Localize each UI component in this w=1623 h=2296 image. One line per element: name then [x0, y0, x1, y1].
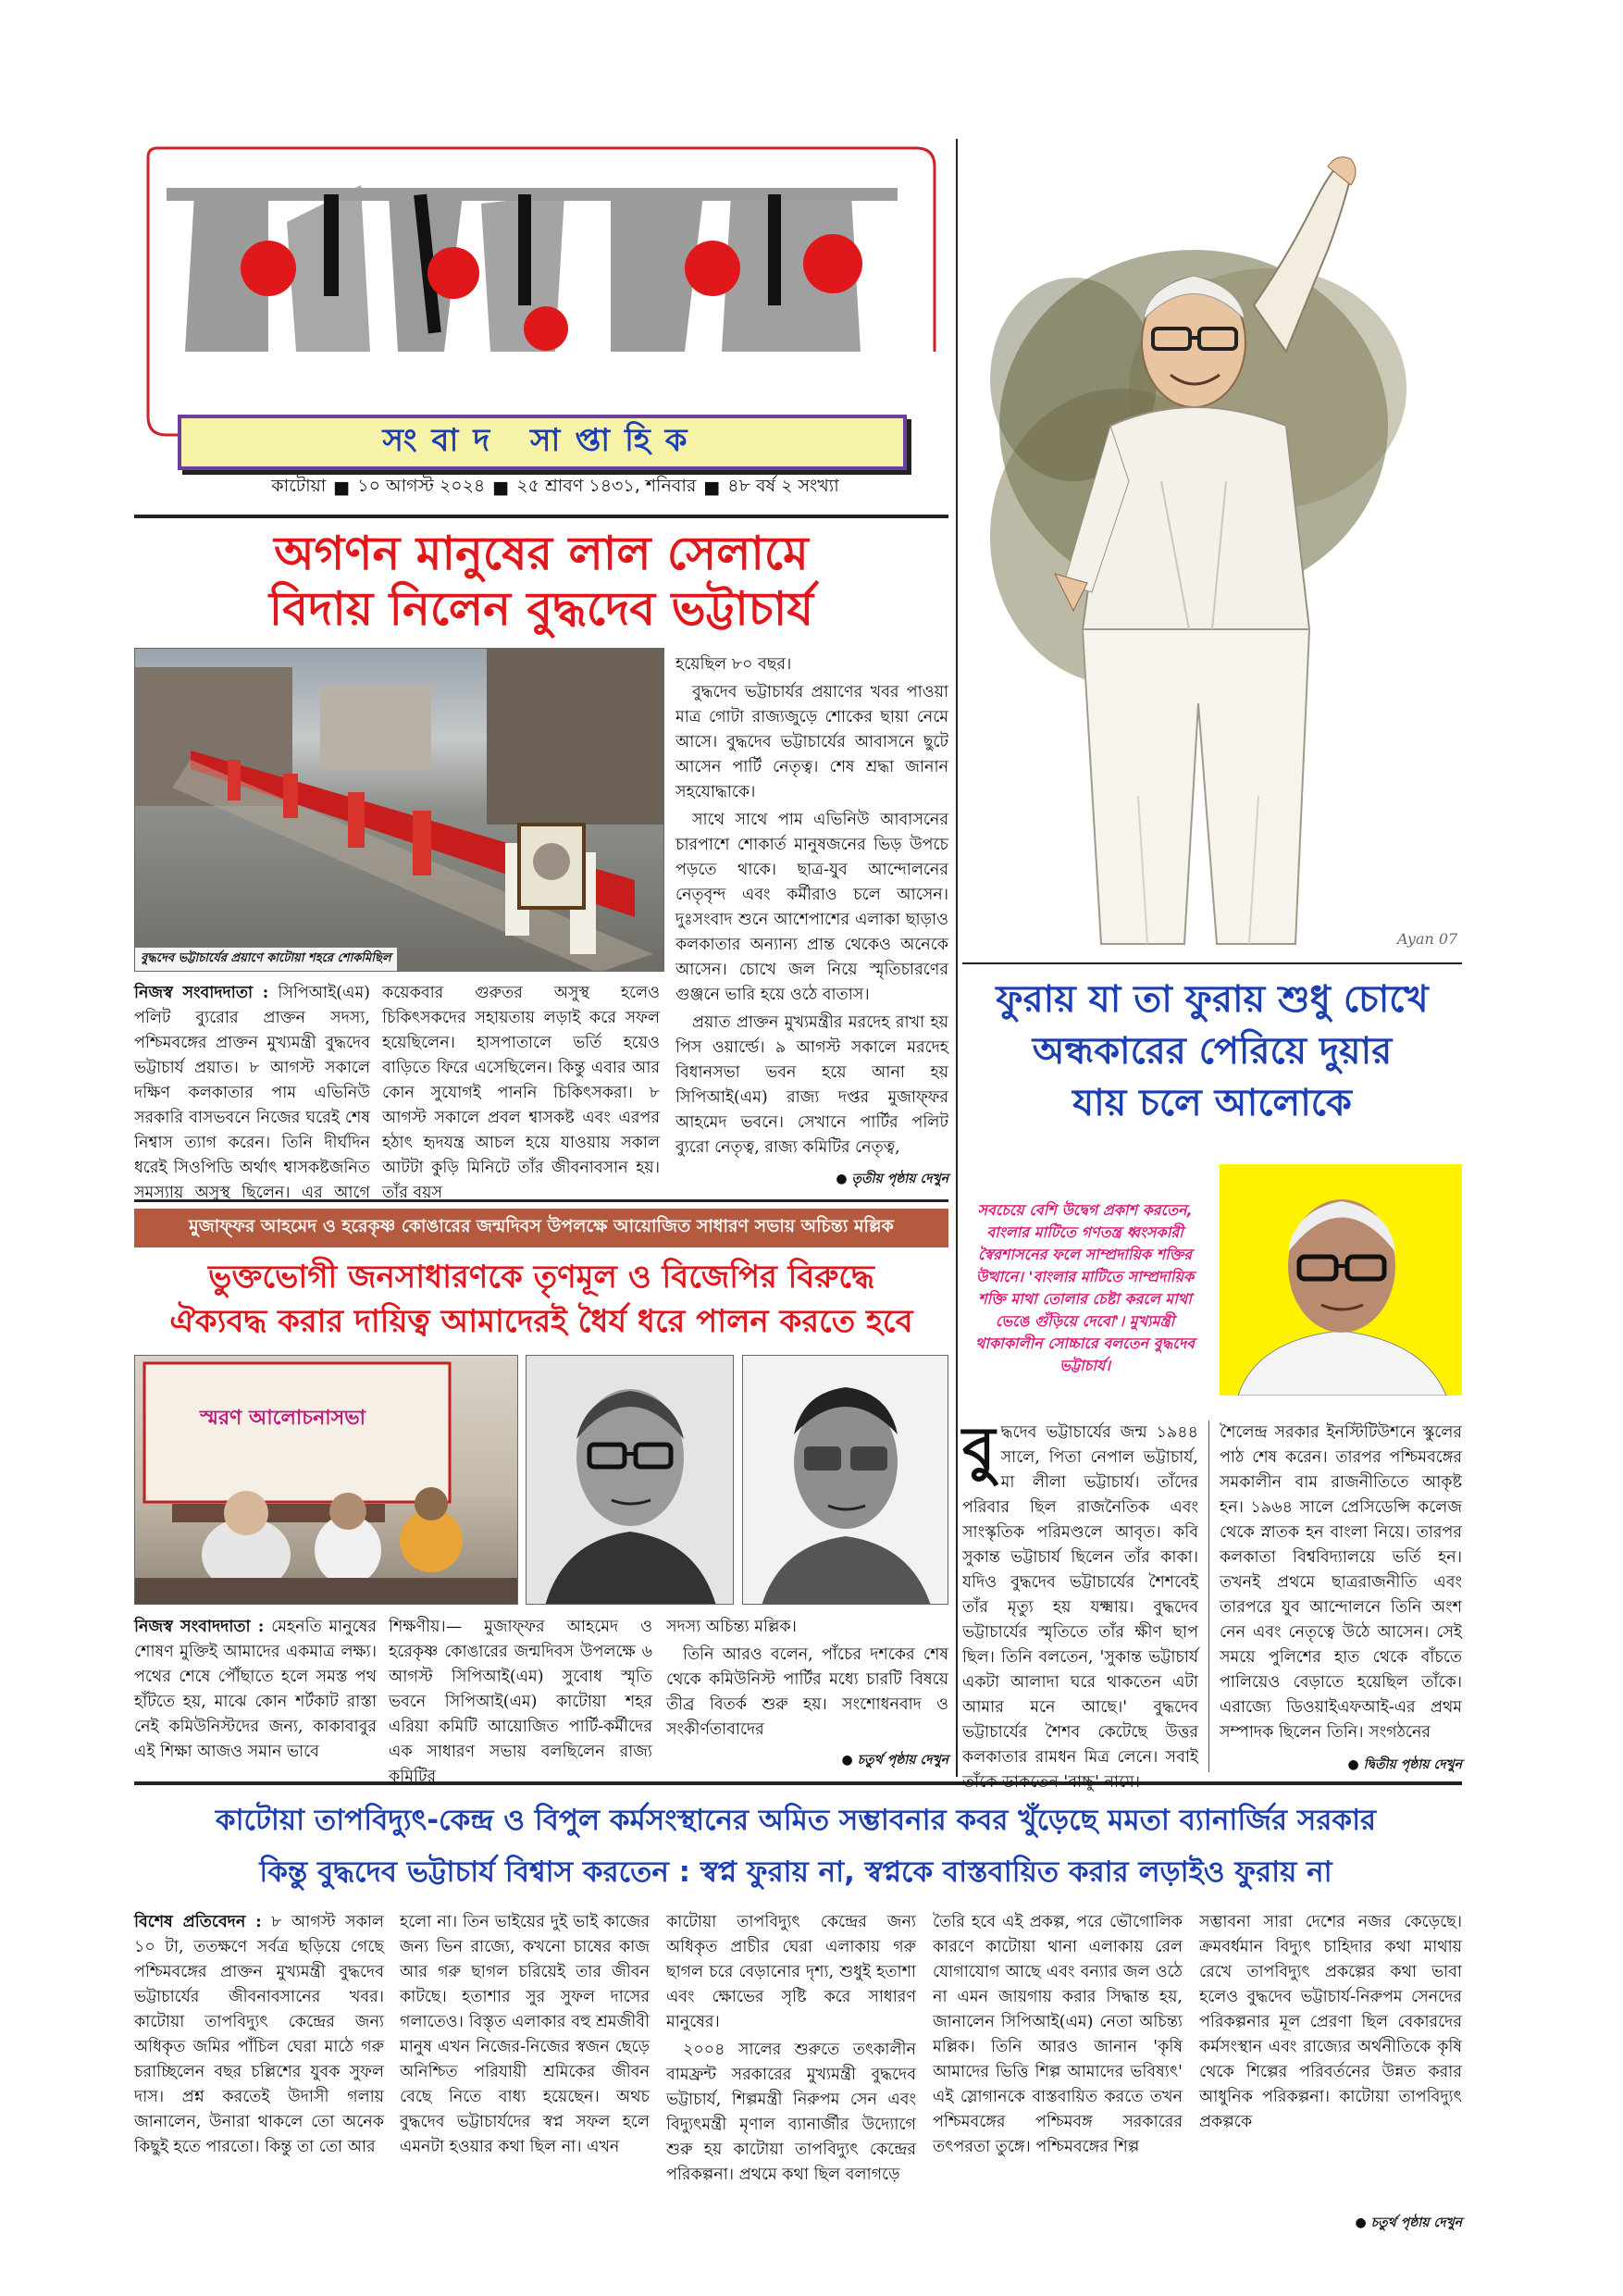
lead-col3-p2: বুদ্ধদেব ভট্টাচার্যর প্রয়াণের খবর পাওয়া মাত্র গোটা রাজ্যজুড়ে শোকের ছায়া নেমে আসে। বুদ্ধদেব ভট্টাচার্যের আবাসনে ছুটে আসেন পার্টি নেতৃত্ব। শেষ শ্রদ্ধা জানান সহযোদ্ধাকে।	[675, 683, 948, 801]
bottom-column-1	[134, 1910, 384, 2163]
meeting-col3-p1: সদস্য অচিন্ত্য মল্লিক।	[666, 1618, 797, 1636]
meeting-banner	[134, 1209, 948, 1247]
meeting-col2-text: শিক্ষণীয়।— মুজাফ্‌ফর আহমেদ ও হরেকৃষ্ণ কোঙারের জন্মদিবস উপলক্ষে ৬ আগস্ট সিপিআই(এম) সুবোধ স্মৃতি ভবনে সিপিআই(এম) কাটোয়া শহর এরিয়া কমিটি আয়োজিত পার্টি-কর্মীদের এক সাধারণ সভায় বলছিলেন রাজ্য কমিটির	[389, 1618, 652, 1786]
bottom-column-5	[1199, 1910, 1462, 2138]
dateline-separator: ■	[492, 478, 510, 498]
lead-col3-p4: প্রয়াত প্রাক্তন মুখ্যমন্ত্রীর মরদেহ রাখা হয় পিস ওয়ার্ল্ডে। ৯ আগস্ট সকালে মরদেহ বিধানসভা ভবন হয়ে আনা হয় সিপিআই(এম) রাজ্য দপ্তর মুজাফ্‌ফর আহমেদ ভবনে। সেখানে পার্টির পলিট ব্যুরো নেতৃত্ব, রাজ্য কমিটির নেতৃত্ব,	[675, 1013, 948, 1157]
watercolor-portrait	[962, 148, 1462, 962]
poem-line-2: অন্ধকারের পেরিয়ে দুয়ার	[1032, 1030, 1393, 1073]
meeting-column-2	[389, 1615, 652, 1793]
column-rule	[1208, 1421, 1209, 1772]
quote-box	[962, 1164, 1208, 1412]
bottom-col2-text: হলো না। তিন ভাইয়ের দুই ভাই কাজের জন্য ভিন রাজ্যে, কখনো চাষের কাজ আর গরু ছাগল চরিয়েই তার জীবন কাটছে। হতাশার সুর সুফল দাসের গলাতেও। বিস্তৃত এলাকার বহু শ্রমজীবী মানুষ এখন নিজের-নিজের স্বজন ছেড়ে অনিশ্চিত পরিযায়ী শ্রমিকের জীবন বেছে নিতে বাধ্য হয়েছেন। অথচ বুদ্ধদেব ভট্টাচার্যদের স্বপ্ন সফল হলে এমনটা হওয়ার কথা ছিল না। এখন	[400, 1913, 650, 2156]
procession-illustration	[135, 649, 664, 972]
dateline-date: ১০ আগস্ট ২০২৪	[357, 476, 486, 496]
portrait-harekrishna-konar	[742, 1355, 948, 1605]
bottom-col4-text: তৈরি হবে এই প্রকল্প, পরে ভৌগোলিক কারণে কাটোয়া থানা এলাকায় রেল যোগাযোগ আছে এবং বন্যার জল ওঠে না এমন জায়গায় করার সিদ্ধান্ত হয়, জানালেন সিপিআই(এম) নেতা অচিন্ত্য মল্লিক। তিনি আরও জানান 'কৃষি আমাদের ভিত্তি শিল্প আমাদের ভবিষ্যৎ' এই স্লোগানকে বাস্তবায়িত করতে তখন পশ্চিমবঙ্গের পশ্চিমবঙ্গ সরকারের তৎপরতা তুঙ্গে। পশ্চিমবঙ্গের শিল্প	[933, 1913, 1183, 2156]
bottom-col1-text: ৮ আগস্ট সকাল ১০ টা, ততক্ষণে সর্বত্র ছড়িয়ে গেছে পশ্চিমবঙ্গের প্রাক্তন মুখ্যমন্ত্রী বুদ্ধদেব ভট্টাচার্যের জীবনাবসানের খবর। কাটোয়া তাপবিদ্যুৎ কেন্দ্রের জন্য অধিকৃত জমির পাঁচিল ঘেরা মাঠে গরু চরাচ্ছিলেন বছর চল্লিশের যুবক সুফল দাস। প্রশ্ন করতেই উদাসী গলায় জানালেন, উনারা থাকলে তো অনেক কিছুই হতে পারতো। কিন্তু তা তো আর	[134, 1913, 384, 2156]
lead-column-3	[675, 652, 948, 1163]
bio-col2-text: শৈলেন্দ্র সরকার ইনস্টিটিউশনে স্কুলের পাঠ শেষ করেন। তারপর পশ্চিমবঙ্গের সমকালীন বাম রাজনীতিতে আকৃষ্ট হন। ১৯৬৪ সালে প্রেসিডেন্সি কলেজ থেকে স্নাতক হন বাংলা নিয়ে। তারপর কলকাতা বিশ্ববিদ্যালয়ে ভর্তি হন। তখনই প্রথমে ছাত্ররাজনীতি এবং তারপরে যুব আন্দোলনে তিনি অংশ নেন এবং নেতৃত্বে উঠে আসেন। সেই সময়ে পুলিশের হাত থেকে বাঁচতে পালিয়েও বেড়াতে হয়েছিল তাঁকে। এরাজ্যে ডিওয়াইএফআই-এর প্রথম সম্পাদক ছিলেন তিনি। সংগঠনের	[1220, 1423, 1462, 1742]
bottom-byline: বিশেষ প্রতিবেদন :	[134, 1913, 262, 1931]
bottom-headline-2: কিন্তু বুদ্ধদেব ভট্টাচার্য বিশ্বাস করতেন : স্বপ্ন ফুরায় না, স্বপ্নকে বাস্তবায়িত করার লড়াইও ফুরায় না	[259, 1855, 1332, 1889]
dateline-place: কাটোয়া	[271, 476, 327, 496]
meeting-banner-text: মুজাফ্‌ফর আহমেদ ও হরেকৃষ্ণ কোঙারের জন্মদিবস উপলক্ষে আয়োজিত সাধারণ সভায় অচিন্ত্য মল্লিক	[189, 1216, 894, 1236]
rule	[134, 515, 948, 518]
portrait-photo	[1220, 1164, 1462, 1396]
lead-column-2	[382, 981, 660, 1209]
tagline: সংবাদ সাপ্তাহিক	[382, 421, 702, 459]
poem-line-1: ফুরায় যা তা ফুরায় শুধু চোখে	[996, 978, 1429, 1021]
bottom-column-4	[933, 1910, 1183, 2163]
meeting-continued: ● চতুর্থ পৃষ্ঠায় দেখুন	[841, 1753, 948, 1768]
lead-headline-1: অগণন মানুষের লাল সেলামে	[274, 527, 809, 580]
drop-cap: বু	[962, 1414, 996, 1483]
mourning-procession-photo	[134, 648, 664, 972]
lead-col1-text: সিপিআই(এম) পলিট ব্যুরোর প্রাক্তন সদস্য, পশ্চিমবঙ্গের প্রাক্তন মুখ্যমন্ত্রী বুদ্ধদেব ভট্টাচার্য প্রয়াত। ৮ আগস্ট সকালে দক্ষিণ কলকাতার পাম এভিনিউ সরকারি বাসভবনে নিজের ঘরেই শেষ নিশ্বাস ত্যাগ করেন। তিনি দীর্ঘদিন ধরেই সিওপিডি অর্থাৎ শ্বাসকষ্টজনিত সমস্যায় অসুস্থ ছিলেন। এর আগে	[134, 984, 370, 1202]
lead-byline: নিজস্ব সংবাদদাতা :	[134, 984, 269, 1002]
dateline-separator: ■	[333, 478, 351, 498]
bw-portrait-1	[527, 1356, 734, 1605]
lead-col3-p1: হয়েছিল ৮০ বছর।	[675, 655, 792, 674]
bio-col1-text: দ্ধদেব ভট্টাচার্যের জন্ম ১৯৪৪ সালে, পিতা নেপাল ভট্টাচার্য, মা লীলা ভট্টাচার্য। তাঁদের পরিবার ছিল রাজনৈতিক এবং সাংস্কৃতিক পরিমণ্ডলে আবৃত। কবি সুকান্ত ভট্টাচার্য ছিলেন তাঁর কাকা। যদিও বুদ্ধদেব ভট্টাচার্যের শৈশবেই তাঁর মৃত্যু হয় যক্ষ্মায়। বুদ্ধদেব ভট্টাচার্যের স্মৃতিতে তাঁর ক্ষীণ ছাপ ছিল। তিনি বলতেন, 'সুকান্ত ভট্টাচার্য একটা আলাদা ঘরে থাকতেন এটা আমার মনে আছে।' বুদ্ধদেব ভট্টাচার্যের শৈশব কেটেছে উত্তর কলকাতার রামধন মিত্র লেনে। সবাই তাঁকে ডাকতেন 'বাচ্চু' নামে।	[962, 1423, 1198, 1792]
rule	[962, 962, 1462, 964]
meeting-byline: নিজস্ব সংবাদদাতা :	[134, 1618, 265, 1636]
bottom-col5-text: সম্ভাবনা সারা দেশের নজর কেড়েছে। ক্রমবর্ধমান বিদ্যুৎ চাহিদার কথা মাথায় রেখে তাপবিদ্যুৎ প্রকল্পের কথা ভাবা হলেও বুদ্ধদেব ভট্টাচার্য-নিরুপম সেনদের পরিকল্পনার মূল প্রেরণা ছিল বেকারদের কর্মসংস্থান এবং রাজ্যের অর্থনীতিকে কৃষি থেকে শিল্পের পরিবর্তনের উন্নত করার আধুনিক পরিকল্পনা। কাটোয়া তাপবিদ্যুৎ প্রকল্পকে	[1199, 1913, 1462, 2131]
meeting-col3-p2: তিনি আরও বলেন, পাঁচের দশকের শেষ থেকে কমিউনিস্ট পার্টির মধ্যে চারটি বিষয়ে তীব্র বিতর্ক শুরু হয়। সংশোধনবাদ ও সংকীর্ণতাবাদের	[666, 1645, 948, 1739]
bio-column-1	[962, 1414, 1198, 1798]
meeting-column-3	[666, 1615, 948, 1745]
dateline-bengali-date: ২৫ শ্রাবণ ১৪৩১, শনিবার	[516, 476, 697, 496]
meeting-hall-photo	[134, 1355, 518, 1605]
bottom-column-2	[400, 1910, 650, 2163]
dateline-volume: ৪৮ বর্ষ ২ সংখ্যা	[727, 476, 839, 496]
masthead-logo	[130, 139, 953, 458]
bw-portrait-2	[743, 1356, 948, 1605]
meeting-col1-text: মেহনতি মানুষের শোষণ মুক্তিই আমাদের একমাত্র লক্ষ্য। পথের শেষে পৌঁছাতে হলে সমস্ত পথ হাঁটতে হয়, মাঝে কোন শর্টকাট রাস্তা নেই কমিউনিস্টদের জন্য, কাকাবাবুর এই শিক্ষা আজও সমান ভাবে	[134, 1618, 377, 1761]
bio-column-2	[1220, 1421, 1462, 1748]
dateline	[176, 474, 935, 502]
artist-signature: Ayan 07	[1397, 930, 1458, 948]
poem-line-3: যায় চলে আলোকে	[1072, 1082, 1352, 1124]
quote-box-text: সবচেয়ে বেশি উদ্বেগ প্রকাশ করতেন, বাংলার মাটিতে গণতন্ত্র ধ্বংসকারী স্বৈরশাসনের ফলে সাম্প্রদায়িক শক্তির উত্থানে। 'বাংলার মাটিতে সাম্প্রদায়িক শক্তি মাথা তোলার চেষ্টা করলে মাথা ভেঙে গুঁড়িয়ে দেবো'। মুখ্যমন্ত্রী থাকাকালীন সোচ্চারে বলতেন বুদ্ধদেব ভট্টাচার্য।	[974, 1201, 1196, 1374]
bottom-col3-p1: কাটোয়া তাপবিদ্যুৎ কেন্দ্রের জন্য অধিকৃত প্রাচীর ঘেরা এলাকায় গরু ছাগল চরে বেড়ানোর দৃশ্য, শুধুই হতাশা এবং ক্ষোভের সৃষ্টি করে সাধারণ মানুষের।	[666, 1913, 916, 2031]
lead-column-1	[134, 981, 370, 1234]
bottom-col3-p2: ২০০৪ সালের শুরুতে তৎকালীন বামফ্রন্ট সরকারের মুখ্যমন্ত্রী বুদ্ধদেব ভট্টাচার্য, শিল্পমন্ত্রী নিরুপম সেন এবং বিদ্যুৎমন্ত্রী মৃণাল ব্যানার্জীর উদ্যোগে শুরু হয় কাটোয়া তাপবিদ্যুৎ কেন্দ্রের পরিকল্পনা। প্রথমে কথা ছিল বলাগড়ে	[666, 2041, 916, 2184]
meeting-headline-2: ঐক্যবদ্ধ করার দায়িত্ব আমাদেরই ধৈর্য ধরে পালন করতে হবে	[169, 1303, 913, 1340]
lead-col3-p3: সাথে সাথে পাম এভিনিউ আবাসনের চারপাশে শোকার্ত মানুষজনের ভিড় উপচে পড়তে থাকে। ছাত্র-যুব আন্দোলনের নেতৃবৃন্দ এবং কর্মীরাও চলে আসেন। দুঃসংবাদ শুনে আশেপাশের এলাকা ছাড়াও কলকাতার অন্যান্য প্রান্ত থেকেও অনেকে আসেন। চোখে জল নিয়ে স্মৃতিচারণের গুঞ্জনে ভারি হয়ে ওঠে বাতাস।	[675, 811, 948, 1004]
bio-continued: ● দ্বিতীয় পৃষ্ঠায় দেখুন	[1347, 1757, 1462, 1772]
meeting-illustration	[135, 1356, 518, 1605]
dateline-separator: ■	[703, 478, 721, 498]
column-rule	[956, 139, 958, 1777]
meeting-headline-1: ভুক্তভোগী জনসাধারণকে তৃণমূল ও বিজেপির বিরুদ্ধে	[208, 1259, 874, 1296]
tagline-box	[178, 415, 907, 470]
meeting-column-1	[134, 1615, 377, 1768]
portrait-box	[1220, 1164, 1462, 1396]
meeting-banner-in-photo: স্মরণ আলোচনাসভা	[200, 1407, 365, 1430]
bottom-column-3	[666, 1910, 916, 2191]
bottom-headline-1: কাটোয়া তাপবিদ্যুৎ-কেন্দ্র ও বিপুল কর্মসংস্থানের অমিত সম্ভাবনার কবর খুঁড়েছে মমতা ব্যানার্জির সরকার	[215, 1804, 1377, 1837]
rule	[134, 1781, 1462, 1785]
photo-caption: বুদ্ধদেব ভট্টাচার্যের প্রয়াণে কাটোয়া শহরে শোকমিছিল	[135, 948, 397, 971]
lead-continued: ● তৃতীয় পৃষ্ঠায় দেখুন	[836, 1172, 948, 1186]
portrait-muzaffar-ahmed	[526, 1355, 734, 1605]
lead-headline-2: বিদায় নিলেন বুদ্ধদেব ভট্টাচার্য	[268, 582, 814, 636]
lead-col2-text: কয়েকবার গুরুতর অসুস্থ হলেও চিকিৎসকদের সহায়তায় লড়াই করে সফল হয়েছিলেন। হাসপাতালে ভর্তি হয়েও বাড়িতে ফিরে এসেছিলেন। কিন্তু এবার আর কোন সুযোগই পাননি চিকিৎসকরা। ৮ আগস্ট সকালে প্রবল শ্বাসকষ্ট এবং এরপর হঠাৎ হৃদযন্ত্র আচল হয়ে যাওয়ায় সকাল আটটা কুড়ি মিনিটে তাঁর জীবনাবসান হয়। তাঁর বয়স	[382, 984, 660, 1202]
tribute-poem	[962, 974, 1462, 1129]
bottom-continued: ● চতুর্থ পৃষ্ঠায় দেখুন	[1355, 2215, 1462, 2230]
